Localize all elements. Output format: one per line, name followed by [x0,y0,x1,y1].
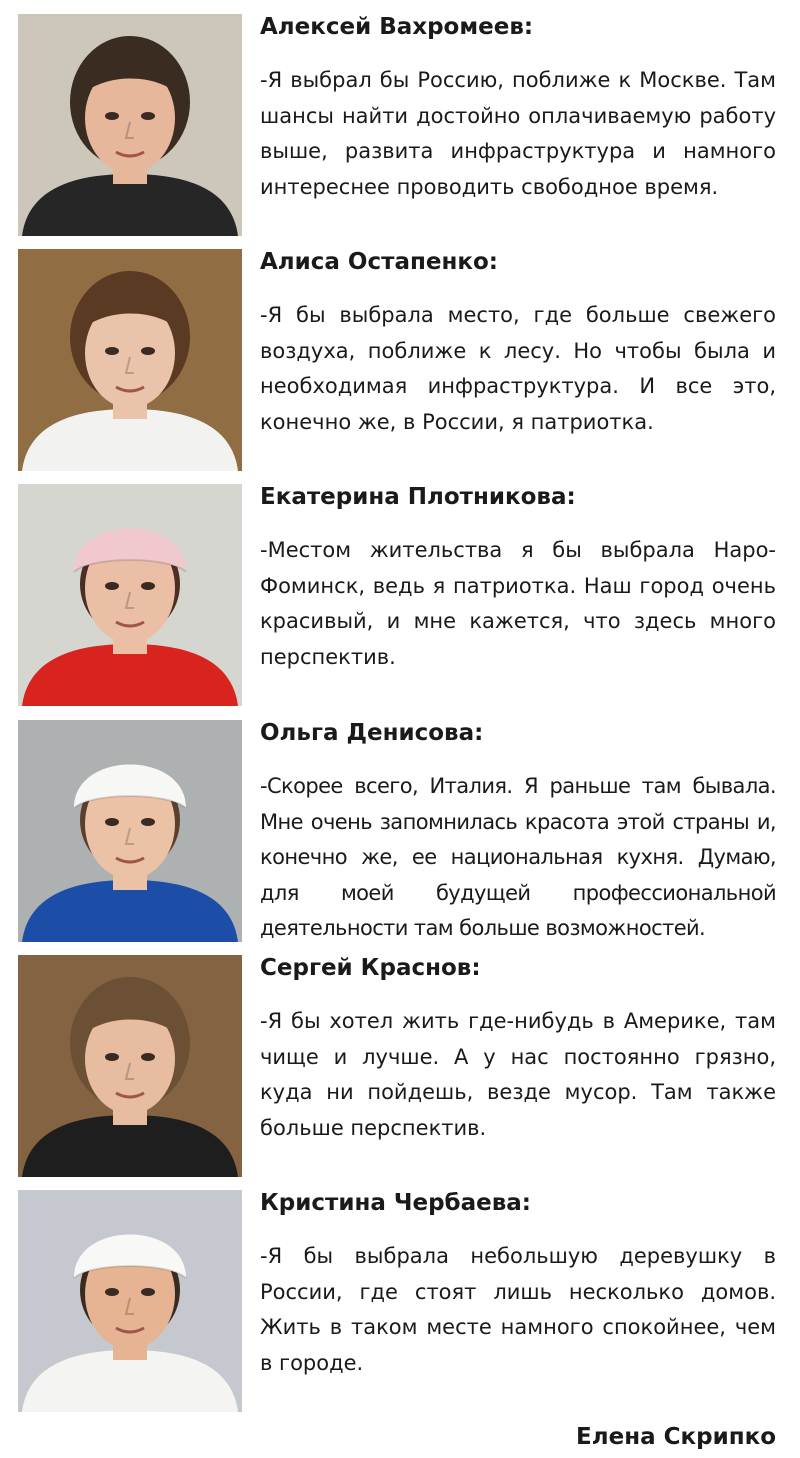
person-name: Сергей Краснов: [260,955,481,981]
article-author: Елена Скрипко [576,1424,776,1450]
portrait-photo [18,249,242,471]
portrait-photo [18,955,242,1177]
person-quote: -Я бы хотел жить где-нибудь в Америке, там чище и лучше. А у нас постоянно грязно, куда ни пойдешь, везде мусор. Там также больше перспектив. [260,1009,776,1140]
entry-ekaterina [18,484,782,708]
person-quote: -Скорее всего, Италия. Я раньше там бывала. Мне очень запомнилась красота этой страны и, конечно же, ее национальная кухня. Думаю, для моей будущей профессиональной деятельности там больше возможностей. [260,774,776,940]
entry-alisa [18,249,782,473]
entry-sergey [18,955,782,1179]
portrait-photo [18,1190,242,1412]
person-name: Алексей Вахромеев: [260,14,534,40]
person-name: Екатерина Плотникова: [260,484,576,510]
entry-kristina [18,1190,782,1414]
portrait-photo [18,14,242,236]
person-name: Ольга Денисова: [260,720,484,746]
person-name: Кристина Чербаева: [260,1190,531,1216]
entry-aleksey [18,14,782,238]
person-quote: -Я выбрал бы Россию, поближе к Москве. Там шансы найти достойно оплачиваемую работу выше, развита инфраструктура и намного интереснее проводить свободное время. [260,68,776,199]
entry-olga [18,720,782,944]
person-quote: -Местом жительства я бы выбрала Наро-Фоминск, ведь я патриотка. Наш город очень красивый, и мне кажется, что здесь много перспектив. [260,538,776,669]
person-quote: -Я бы выбрала место, где больше свежего воздуха, поближе к лесу. Но чтобы была и необходимая инфраструктура. И все это, конечно же, в России, я патриотка. [260,303,776,434]
portrait-photo [18,720,242,942]
person-quote: -Я бы выбрала небольшую деревушку в России, где стоят лишь несколько домов. Жить в таком месте намного спокойнее, чем в городе. [260,1244,776,1375]
portrait-photo [18,484,242,706]
person-name: Алиса Остапенко: [260,249,498,275]
